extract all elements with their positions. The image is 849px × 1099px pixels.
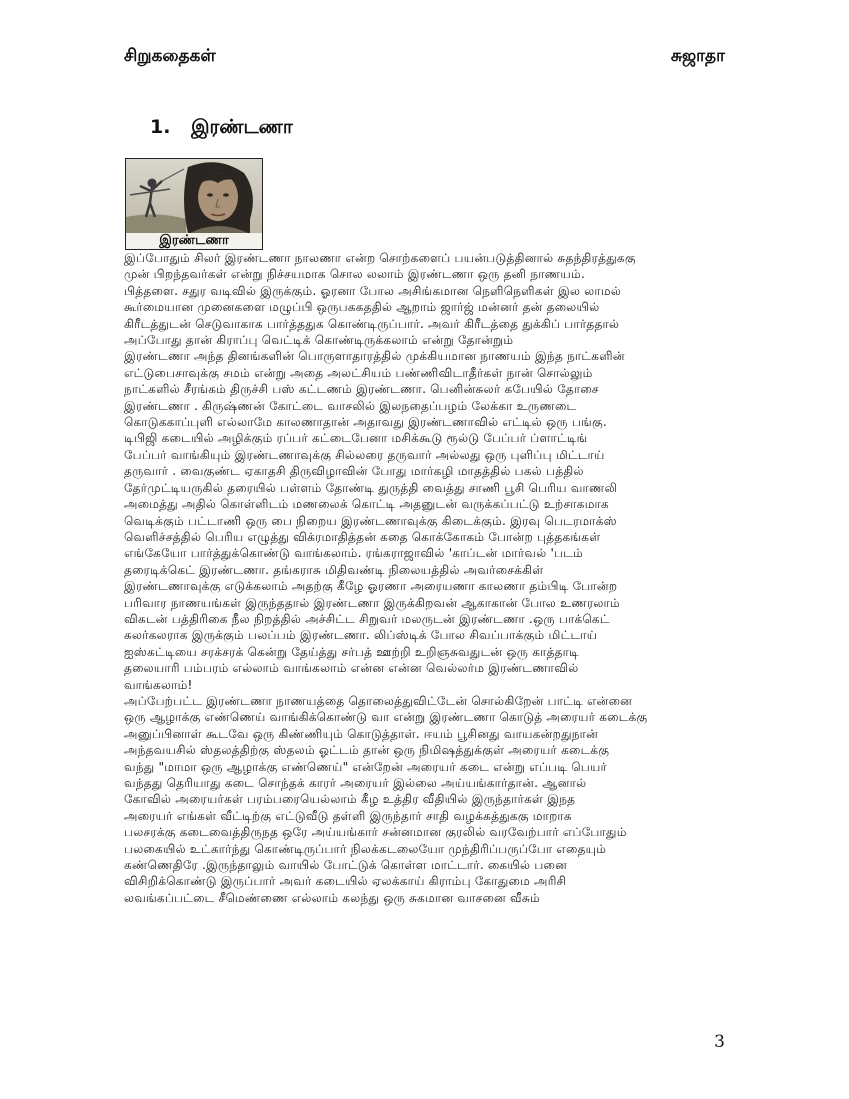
text-line: அப்போது தான் கிராப்பு வெட்டிக் கொண்டிருக்கலாம் என்று தோன்றும்	[124, 333, 514, 348]
text-line: இரண்டணா அந்த தினங்களின் பொருளாதாரத்தில் முக்கியமான நாணயம் இந்த நாட்களின்	[124, 349, 625, 364]
text-line: அப்பேற்பட்ட இரண்டணா நாணயத்தை தொலைத்துவிட்டேன் சொல்கிறேன் பாட்டி என்னை	[124, 693, 633, 708]
text-line: பலசரக்கு கடைவைத்திருநத ஒரே அய்யங்கார் சன்னமான குரலில் வரவேற்பார் எப்போதும்	[124, 825, 627, 840]
text-line: கலர்கலராக இருக்கும் பலப்பம் இரண்டணா. லிப்ஸ்டிக் போல சிவப்பாக்கும் மிட்டாய்	[124, 628, 598, 643]
text-line: கோவில் அரையர்கள் பரம்பரையெல்லாம் கீழ உத்திர வீதியில் இருந்தார்கள் இநத	[124, 792, 576, 807]
text-line: கிரீடத்துடன் செடுவாகாக பார்த்ததுக கொண்டிருப்பார். அவர் கிரீடத்தை துக்கிப் பார்ததால்	[124, 316, 620, 331]
header-author: சுஜாதா	[670, 46, 725, 66]
text-line: பலகையில் உட்கார்ந்து கொண்டிருப்பார் நிலக்கடலையோ முந்திரிப்பருப்போ எதையும்	[124, 841, 607, 856]
text-line: விசிறிக்கொண்டு இருப்பார் அவர் கடையில் ஏலக்காய் கிராம்பு கோதுமை அரிசி	[124, 874, 567, 889]
text-line: எங்கேயோ பார்த்துக்கொண்டு வாங்கலாம். ரங்கராஜாவில் 'காப்டன் மார்வல் 'படம்	[124, 546, 584, 561]
text-line: தலையாரி பம்பரம் எல்லாம் வாங்கலாம் என்ன என்ன வெல்லர்ம இரண்டணாவில்	[124, 661, 579, 676]
text-line: தருவார் . வைகுண்ட ஏகாதசி திருவிழாவின் போது மார்கழி மாதத்தில் பகல் பத்தில்	[124, 464, 584, 479]
chapter-number: 1.	[150, 116, 171, 138]
illustration-caption: இரண்டணா	[159, 233, 229, 248]
text-line: அந்தவயசில் ஸ்தலத்திற்கு ஸ்தலம் ஓட்டம் தான் ஒரு நிமிஷத்துக்குள் அரையர் கடைக்கு	[124, 743, 610, 758]
paragraph	[124, 693, 734, 906]
story-body	[124, 250, 734, 906]
text-line: இரண்டணா . கிருஷ்ணன் கோட்டை வாசலில் இலநதைப்பழம் லேக்கா உருணடை	[124, 398, 577, 413]
story-illustration	[125, 158, 263, 250]
girl-portrait	[184, 162, 253, 233]
text-line: விகடன் பத்திரிகை நீல நிறத்தில் அச்சிட்ட சிறுவர் மலருடன் இரண்டணா .ஒரு பாக்கெட்	[124, 611, 610, 626]
text-line: தேர்முட்டியருகில் தரையில் பள்ளம் தோண்டி துருத்தி வைத்து சாணி பூசி பெரிய வாணலி	[124, 480, 618, 495]
text-line: வந்தது தெரியாது கடை சொந்தக் காரர் அரையர் இல்லை அய்யங்கார்தான். ஆனால்	[124, 776, 587, 790]
text-line: இரண்டணாவுக்கு எடுக்கலாம் அதற்கு கீழே ஓரணா அரையணா காலணா தம்பிடி போன்ற	[124, 579, 618, 594]
text-line: அரையர் எங்கள் வீட்டிற்கு எட்டுவீடு தள்ளி இருந்தார் சாதி வழக்கத்துககு மாறாக	[124, 808, 572, 823]
text-line: கண்ணெதிரே .இருந்தாலும் வாயில் போட்டுக் கொள்ள மாட்டார். கையில் பனை	[124, 858, 568, 873]
text-line: இப்போதும் சிலர் இரண்டணா நாலணா என்ற சொற்களைப் பயன்படுத்தினால் சுதந்திரத்துககு	[124, 251, 636, 265]
text-line: ஐஸ்கட்டியை சரக்சரக் கென்று தேய்த்து சர்பத் ஊற்றி உறிஞசுவதுடன் ஒரு காத்தாடி	[124, 644, 579, 659]
text-line: வெளிச்சத்தில் பெரிய எழுத்து விக்ரமாதித்தன் கதை கொக்கோகம் போன்ற புத்தகங்கள்	[124, 529, 601, 544]
text-line: அமைத்து அதில் கொள்ளிடம் மணலைக் கொட்டி அதனுடன் வருக்கப்பட்டு உற்சாகமாக	[124, 497, 609, 512]
text-line: கூர்மையான முனைகளை மழுப்பி ஒருபககததில் ஆறாம் ஜார்ஜ் மன்னர் தன் தலையில்	[124, 300, 600, 315]
text-line: நாட்களில் சீரங்கம் திருச்சி பஸ் கட்டணம் இரண்டணா. பெனின்சுலர் கபேயில் தோசை	[124, 382, 599, 397]
text-line: பேப்பர் வாங்கியும் இரண்டணாவுக்கு சில்லரை தருவார் அல்லது ஒரு புளிப்பு மிட்டாய்	[124, 447, 605, 462]
text-line: பித்தளை. சதுர வடிவில் இருக்கும். ஓரனா போல அசிங்கமான நெளிநெளிகள் இல லாமல்	[124, 283, 622, 298]
text-line: கொடுககாப்புளி எல்லாமே காலணாதான் அதாவது இரண்டணாவில் எட்டில் ஒரு பங்கு.	[124, 415, 607, 430]
text-line: டிபிஜி கடையில் அழிக்கும் ரப்பர் கட்டைபேனா மசிக்கூடு ரூல்டு பேப்பர் ப்ளாட்டிங்	[124, 431, 588, 446]
chapter-title: இரண்டணா	[191, 116, 293, 138]
text-line: எட்டுபைசாவுக்கு சமம் என்று அதை அலட்சியம் பண்ணிவிடாதீர்கள் நான் சொல்லும்	[124, 365, 593, 380]
text-line: வாங்கலாம்!	[124, 677, 193, 692]
chapter-heading	[150, 116, 293, 141]
text-line: முன் பிறந்தவர்கள் என்று நிச்சயமாக சொல லலாம் இரண்டணா ஒரு தனி நாணயம்.	[124, 267, 585, 282]
text-line: லவங்கப்பட்டை சீமெண்ணை எல்லாம் கலந்து ஒரு சுகமான வாசனை வீசும்	[124, 890, 540, 905]
text-line: வெடிக்கும் பட்டாணி ஒரு பை நிறைய இரண்டணாவுக்கு கிடைக்கும். இரவு பெடரமாக்ஸ்	[124, 513, 617, 528]
page-number: 3	[714, 1032, 725, 1052]
text-line: அனுப்பினாள் கூடவே ஒரு கிண்ணியும் கொடுத்தாள். ஈயம் பூசினது வாயகன்றதுநான்	[124, 726, 599, 741]
text-line: பரிவார நாணயங்கள் இருந்ததால் இரண்டணா இருக்கிறவன் ஆகாகான் போல உணரலாம்	[124, 595, 620, 610]
header-book-title: சிறுகதைகள்	[124, 46, 216, 66]
text-line: வந்து "மாமா ஒரு ஆழாக்கு எண்ணெய்" என்றேன் அரையர் கடை என்று எப்படி பெயர்	[124, 759, 608, 774]
paragraph	[124, 250, 734, 693]
text-line: தரைடிக்கெட் இரண்டணா. தங்கராசு மிதிவண்டி நிலையத்தில் அவர்சைக்கிள்	[124, 562, 544, 577]
text-line: ஒரு ஆழாக்கு எண்ணெய் வாங்கிக்கொண்டு வா என்று இரண்டணா கொடுத் அரையர் கடைக்கு	[124, 710, 648, 725]
